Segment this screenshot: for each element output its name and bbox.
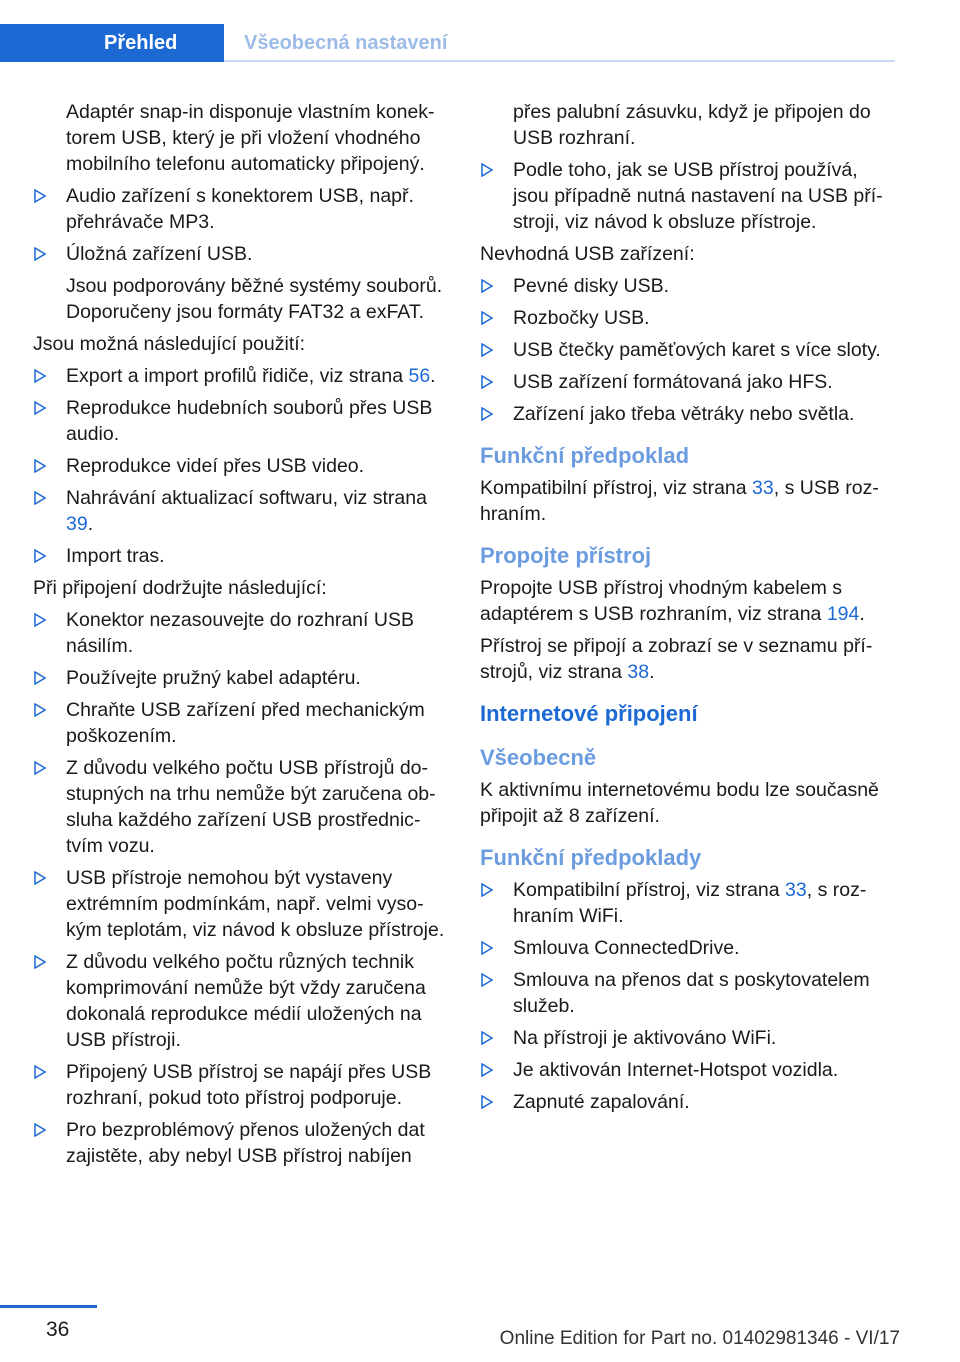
footer-accent-line <box>0 1305 97 1308</box>
bullet-triangle-icon <box>33 247 47 261</box>
bullet-triangle-icon <box>480 163 494 177</box>
list-item <box>33 755 448 859</box>
list-item <box>480 1089 892 1115</box>
section-heading-connect: Propojte přístroj <box>480 543 652 568</box>
bullet-triangle-icon <box>33 491 47 505</box>
list-item <box>480 337 892 363</box>
bullet-triangle-icon <box>480 375 494 389</box>
list-item <box>480 967 892 1019</box>
bullet-triangle-icon <box>33 1123 47 1137</box>
list-item-text: Chraňte USB zařízení před mechanickým poškozením. <box>66 699 425 747</box>
list-item-text: Z důvodu velkého počtu různých technik komprimování nemůže být vždy zaručena dokonalá reprodukce médií uložených na USB přístroji. <box>66 951 426 1051</box>
unsuitable-heading: Nevhodná USB zařízení: <box>480 243 695 265</box>
list-item-text: Audio zařízení s konektorem USB, např. přehrávače MP3. <box>66 185 414 233</box>
list-item <box>33 865 448 943</box>
tab-general-settings[interactable]: Všeobecná nastavení <box>244 32 448 54</box>
bullet-triangle-icon <box>33 189 47 203</box>
list-item-text: Používejte pružný kabel adaptéru. <box>66 667 361 689</box>
list-item-text: Zapnuté zapalování. <box>513 1091 690 1113</box>
list-item-text: Připojený USB přístroj se napájí přes USB rozhraní, pokud toto přístroj podporuje. <box>66 1061 432 1109</box>
list-item-text: Úložná zařízení USB. <box>66 243 253 265</box>
list-item <box>33 453 448 479</box>
bullet-triangle-icon <box>33 871 47 885</box>
bullet-triangle-icon <box>33 671 47 685</box>
page-link[interactable]: 56 <box>408 365 431 387</box>
right-column <box>480 99 892 1121</box>
bullet-triangle-icon <box>480 1031 494 1045</box>
list-item-text: Podle toho, jak se USB přístroj používá, jsou případně nutná nastavení na USB přístroji, viz návod k obsluze přístroje. <box>513 159 883 233</box>
list-item <box>480 401 892 427</box>
header-divider <box>224 60 895 62</box>
list-item-text: Kompatibilní přístroj, viz strana <box>513 879 786 901</box>
list-item <box>480 1057 892 1083</box>
list-item-text: USB čtečky paměťových karet s více sloty. <box>513 339 881 361</box>
list-item <box>33 395 448 447</box>
page-link[interactable]: 38 <box>627 661 650 683</box>
bullet-triangle-icon <box>480 883 494 897</box>
bullet-triangle-icon <box>480 973 494 987</box>
bullet-triangle-icon <box>480 407 494 421</box>
list-item <box>33 543 448 569</box>
bullet-triangle-icon <box>480 311 494 325</box>
text-span: Přístroj se připojí a zobrazí se v seznamu přístrojů, viz strana <box>480 635 873 683</box>
list-item-text: USB přístroje nemohou být vystaveny extrémním podmínkám, např. velmi vysokým teplotám, viz návod k obsluze přístroje. <box>66 867 445 941</box>
tab-overview[interactable]: Přehled <box>0 24 224 62</box>
list-item-text: Zařízení jako třeba větráky nebo světla. <box>513 403 855 425</box>
list-item <box>33 697 448 749</box>
list-item-text: Nahrávání aktualizací softwaru, viz strana <box>66 487 427 509</box>
bullet-triangle-icon <box>33 955 47 969</box>
list-item-text: Reprodukce hudebních souborů přes USB audio. <box>66 397 433 445</box>
section-heading-internet: Internetové připojení <box>480 701 698 726</box>
page-link[interactable]: 39 <box>66 513 88 535</box>
list-item <box>33 241 448 325</box>
list-item <box>33 1117 448 1169</box>
list-item-text: Je aktivován Internet-Hotspot vozidla. <box>513 1059 839 1081</box>
text-span: . <box>649 661 655 683</box>
page-link[interactable]: 194 <box>826 603 860 625</box>
general-paragraph: K aktivnímu internetovému bodu lze současně připojit až 8 zařízení. <box>480 779 879 827</box>
list-item <box>33 949 448 1053</box>
uses-heading: Jsou možná následující použití: <box>33 333 306 355</box>
connect-paragraph-2 <box>480 633 892 685</box>
bullet-triangle-icon <box>480 343 494 357</box>
list-item <box>480 935 892 961</box>
connect-paragraph-1 <box>480 575 892 627</box>
list-item-text: Pro bezproblémový přenos uložených dat zajistěte, aby nebyl USB přístroj nabíjen <box>66 1119 425 1167</box>
list-item <box>33 607 448 659</box>
list-item <box>480 877 892 929</box>
list-item-text: Export a import profilů řidiče, viz strana <box>66 365 409 387</box>
list-item-text: USB zařízení formátovaná jako HFS. <box>513 371 833 393</box>
list-item: Export a import profilů řidiče, viz strana 56. <box>33 363 448 389</box>
bullet-triangle-icon <box>480 941 494 955</box>
bullet-triangle-icon <box>33 549 47 563</box>
page-number: 36 <box>46 1318 70 1341</box>
left-column <box>33 99 448 1175</box>
requirement-paragraph <box>480 475 892 527</box>
section-heading-requirements: Funkční předpoklady <box>480 845 702 870</box>
page-link[interactable]: 33 <box>752 477 774 499</box>
bullet-triangle-icon <box>480 1063 494 1077</box>
list-item-text: Konektor nezasouvejte do rozhraní USB násilím. <box>66 609 414 657</box>
bullet-triangle-icon <box>480 279 494 293</box>
list-item-subtext: Jsou podporovány běžné systémy souborů. Doporučeny jsou formáty FAT32 a exFAT. <box>66 275 443 323</box>
intro-paragraph: Adaptér snap-in disponuje vlastním konektorem USB, který je při vložení vhodného mobilního telefonu automaticky připojený. <box>66 101 435 175</box>
text-span: , s USB rozhraním. <box>480 477 879 525</box>
list-item <box>480 157 892 235</box>
list-item <box>480 273 892 299</box>
bullet-triangle-icon <box>33 761 47 775</box>
connect-heading: Při připojení dodržujte následující: <box>33 577 327 599</box>
bullet-triangle-icon <box>33 369 47 383</box>
bullet-triangle-icon <box>33 459 47 473</box>
list-item-text: Pevné disky USB. <box>513 275 670 297</box>
footer-edition-text: Online Edition for Part no. 01402981346 - VI/17 <box>499 1328 900 1349</box>
continued-paragraph: přes palubní zásuvku, když je připojen do USB rozhraní. <box>513 101 871 149</box>
list-item-text: Import tras. <box>66 545 165 567</box>
list-item-text: Smlouva na přenos dat s poskytovatelem služeb. <box>513 969 870 1017</box>
list-item-text: Smlouva ConnectedDrive. <box>513 937 740 959</box>
bullet-triangle-icon <box>33 703 47 717</box>
list-item <box>480 1025 892 1051</box>
list-item <box>33 665 448 691</box>
section-heading-requirement: Funkční předpoklad <box>480 443 690 468</box>
list-item: Nahrávání aktualizací softwaru, viz strana 39. <box>33 485 448 537</box>
section-heading-general: Všeobecně <box>480 745 597 770</box>
bullet-triangle-icon <box>33 401 47 415</box>
list-item-text: Na přístroji je aktivováno WiFi. <box>513 1027 777 1049</box>
page-link[interactable]: 33 <box>785 879 807 901</box>
text-span: Propojte USB přístroj vhodným kabelem s adaptérem s USB rozhraním, viz strana <box>480 577 842 625</box>
list-item <box>480 369 892 395</box>
list-item <box>480 305 892 331</box>
header-bar <box>0 24 895 62</box>
text-span: Kompatibilní přístroj, viz strana <box>480 477 753 499</box>
text-span: . <box>859 603 865 625</box>
list-item-text: Z důvodu velkého počtu USB přístrojů dostupných na trhu nemůže být zaručena obsluha každého zařízení USB prostřednictvím vozu. <box>66 757 436 857</box>
list-item <box>33 1059 448 1111</box>
list-item-text: , s rozhraním WiFi. <box>513 879 867 927</box>
bullet-triangle-icon <box>33 613 47 627</box>
bullet-triangle-icon <box>480 1095 494 1109</box>
list-item-text: Reprodukce videí přes USB video. <box>66 455 365 477</box>
list-item-text: Rozbočky USB. <box>513 307 650 329</box>
bullet-triangle-icon <box>33 1065 47 1079</box>
list-item <box>33 183 448 235</box>
